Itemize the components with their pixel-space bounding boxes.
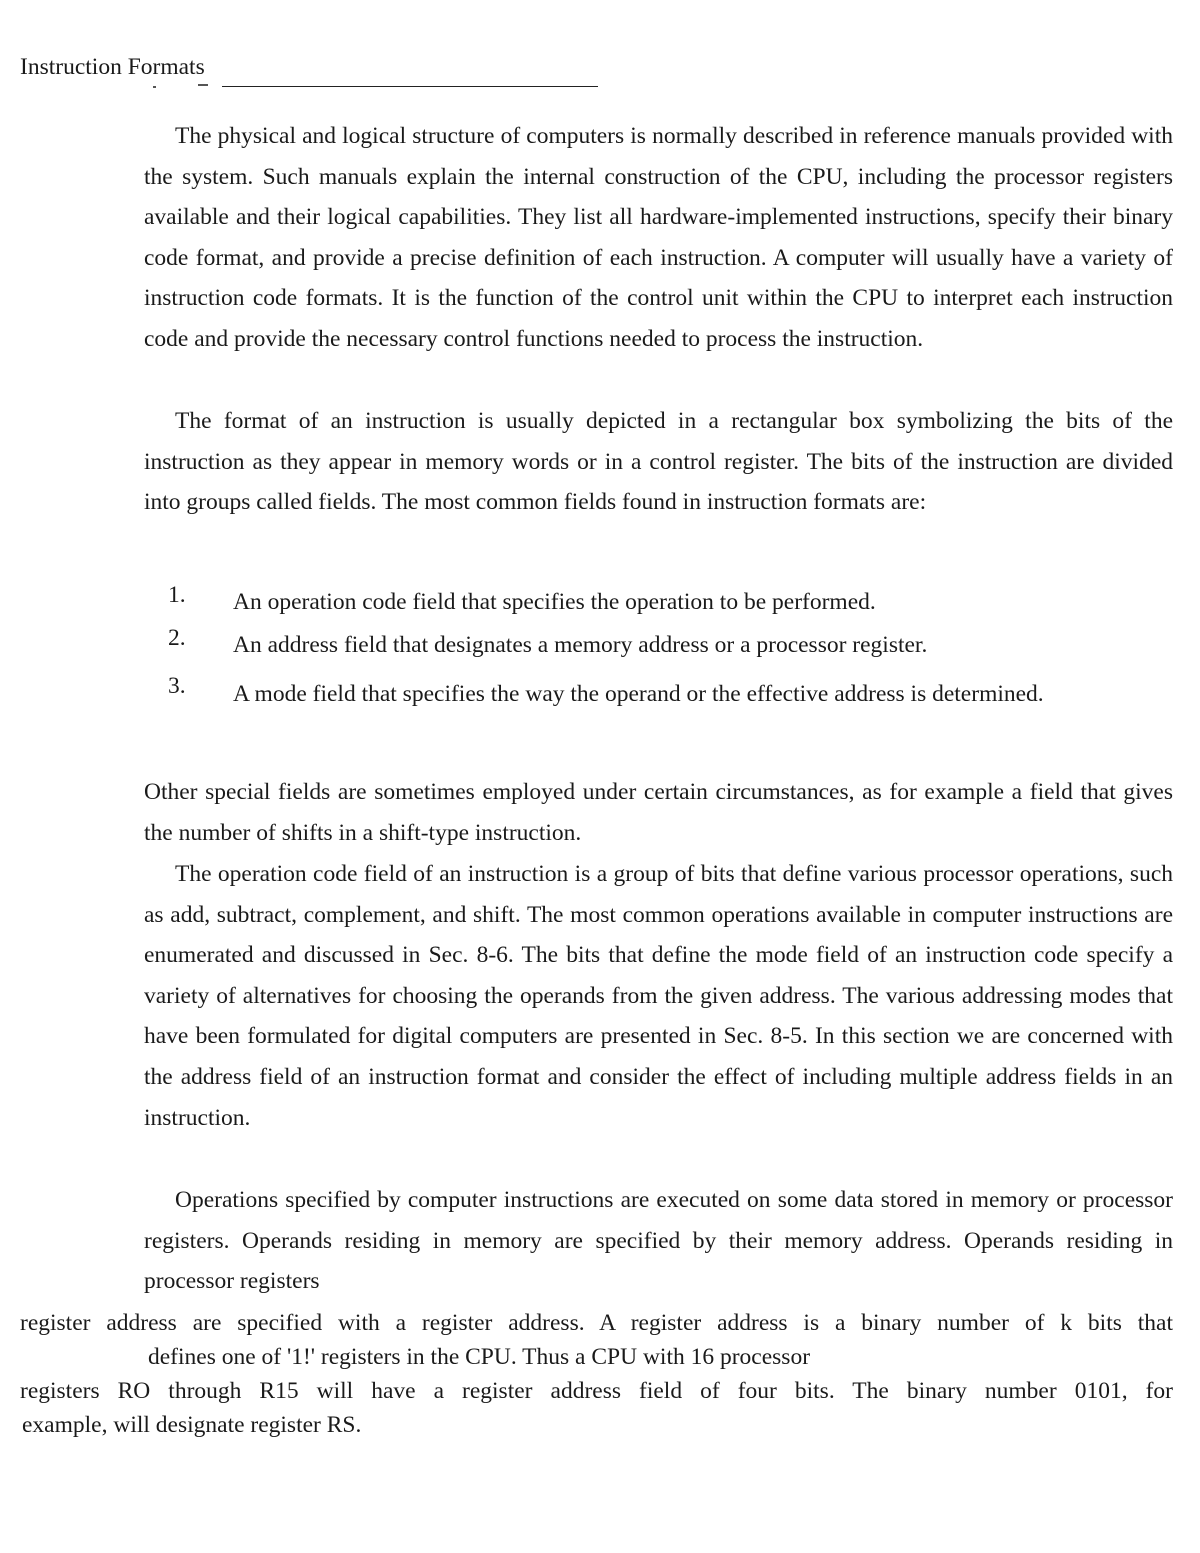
page-title: Instruction Formats: [20, 54, 205, 80]
paragraph-special-fields: Other special fields are sometimes employed under certain circumstances, as for example a field that gives the number of shifts in a shift-type instruction.: [144, 779, 1173, 846]
text-line: defines one of '1!' registers in the CPU. Thus a CPU with 16 processor: [148, 1344, 811, 1370]
list-text: An operation code field that specifies the operation to be performed.: [233, 589, 876, 615]
paragraph-instruction-format: The format of an instruction is usually depicted in a rectangular box symbolizing the bits of the instruction as they appear in memory words or in a control register. The bits of the instruction are divided into groups called fields. The most common fields found in instruction formats are:: [144, 408, 1173, 516]
paragraph-reference-manuals: The physical and logical structure of computers is normally described in reference manuals provided with the system. Such manuals explain the internal construction of the CPU, including the processor registers available and their logical capabilities. They list all hardware-implemented instructions, specify their binary code format, and provide a precise definition of each instruction. A computer will usually have a variety of instruction code formats. It is the function of the control unit within the CPU to interpret each instruction code and provide the necessary control functions needed to process the instruction.: [144, 123, 1173, 352]
paragraph-operation-code: The operation code field of an instruction is a group of bits that define various processor operations, such as add, subtract, complement, and shift. The most common operations available in computer instructions are enumerated and discussed in Sec. 8-6. The bits that define the mode field of an instruction code specify a variety of alternatives for choosing the operands from the given address. The various addressing modes that have been formulated for digital computers are presented in Sec. 8-5. In this section we are concerned with the address field of an instruction format and consider the effect of including multiple address fields in an instruction.: [144, 861, 1173, 1131]
list-item: [168, 673, 1173, 715]
list-number: 2.: [168, 625, 186, 651]
text-line: register address are specified with a register address. A register address is a binary number of k bits that: [20, 1310, 1173, 1336]
list-item: [168, 582, 1173, 623]
list-number: 3.: [168, 673, 186, 699]
list-text: An address field that designates a memory address or a processor register.: [233, 632, 928, 658]
text-line: registers RO through R15 will have a register address field of four bits. The binary number 0101, for: [20, 1378, 1173, 1404]
paragraph-operands: Operations specified by computer instructions are executed on some data stored in memory or processor registers. Operands residing in memory are specified by their memory address. Operands residing in processor registers: [144, 1187, 1173, 1295]
list-text: A mode field that specifies the way the operand or the effective address is determined.: [233, 681, 1044, 707]
text-line: example, will designate register RS.: [22, 1412, 362, 1438]
list-number: 1.: [168, 582, 186, 608]
title-underline: [222, 86, 598, 87]
list-item: [168, 625, 1173, 666]
scan-specks: [150, 84, 210, 90]
